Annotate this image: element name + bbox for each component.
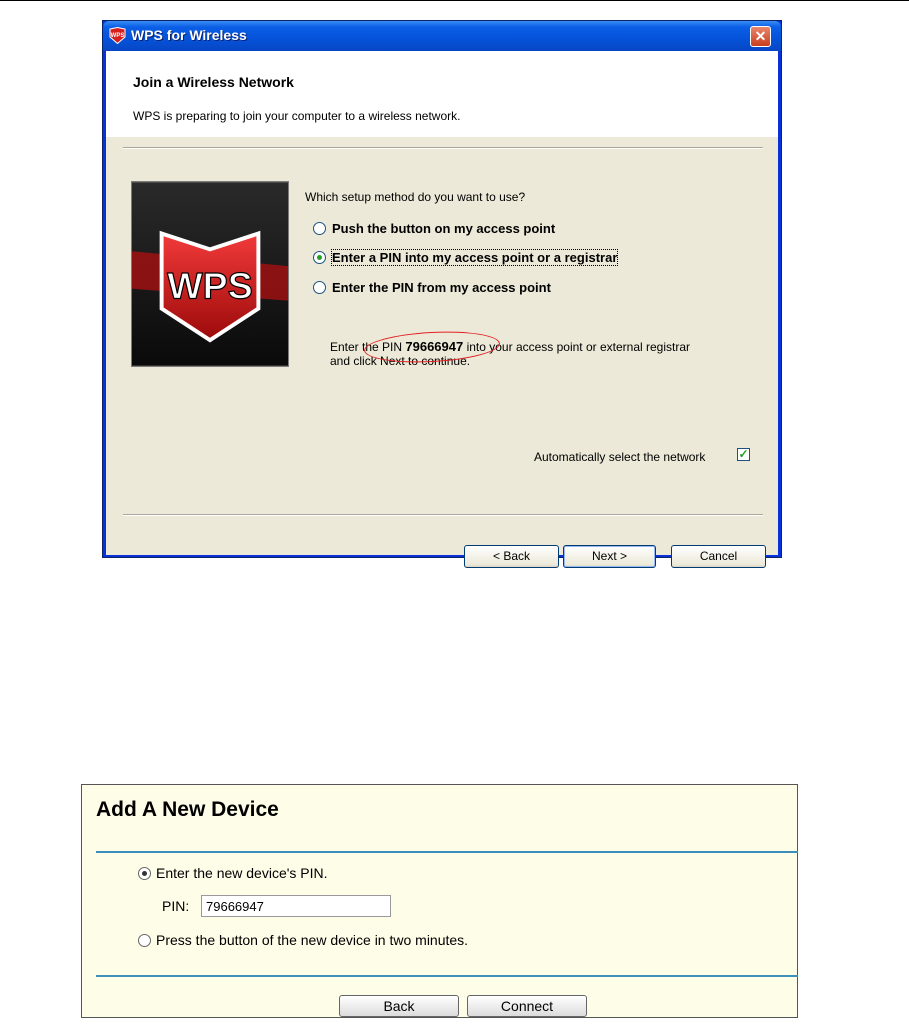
wps-window-title: WPS for Wireless bbox=[131, 27, 247, 43]
radio-push-device[interactable] bbox=[138, 934, 151, 947]
auto-select-label: Automatically select the network bbox=[534, 450, 706, 464]
wps-logo-text: WPS bbox=[167, 264, 253, 307]
next-button[interactable]: Next > bbox=[563, 545, 656, 568]
wps-titlebar[interactable] bbox=[103, 21, 781, 51]
radio-enter-pin[interactable] bbox=[313, 251, 326, 264]
auto-select-checkbox[interactable]: ✓ bbox=[738, 447, 749, 461]
header-divider bbox=[123, 147, 763, 149]
wps-subtext: WPS is preparing to join your computer to a wireless network. bbox=[133, 109, 461, 123]
pin-field-label: PIN: bbox=[162, 898, 190, 914]
pin-prefix: Enter the PIN bbox=[330, 340, 403, 354]
cancel-button[interactable]: Cancel bbox=[671, 545, 766, 568]
option-device-pin-label: Enter the new device's PIN. bbox=[156, 865, 328, 881]
pin-value: 79666947 bbox=[405, 339, 464, 354]
option-push-device-label: Press the button of the new device in two minutes. bbox=[156, 932, 469, 948]
panel-top-rule bbox=[96, 851, 798, 853]
wps-dialog-body bbox=[106, 51, 778, 563]
wps-header-area bbox=[106, 51, 778, 137]
option-push-device[interactable] bbox=[138, 932, 468, 948]
page-top-rule bbox=[0, 0, 909, 1]
option-device-pin[interactable] bbox=[138, 865, 328, 881]
svg-text:WPS: WPS bbox=[110, 33, 125, 39]
wps-heading: Join a Wireless Network bbox=[133, 74, 294, 90]
panel-bottom-rule bbox=[96, 975, 798, 977]
wps-logo-image bbox=[131, 181, 289, 367]
close-icon[interactable]: ✕ bbox=[750, 26, 771, 47]
footer-divider bbox=[123, 514, 763, 516]
device-back-button[interactable]: Back bbox=[339, 995, 459, 1017]
add-device-panel bbox=[81, 784, 798, 1018]
connect-button[interactable]: Connect bbox=[467, 995, 587, 1017]
option-pin-from-ap-label: Enter the PIN from my access point bbox=[332, 280, 551, 295]
setup-method-question: Which setup method do you want to use? bbox=[305, 190, 526, 204]
option-enter-pin[interactable] bbox=[313, 250, 617, 265]
option-pin-from-ap[interactable] bbox=[313, 280, 551, 295]
back-button[interactable]: < Back bbox=[464, 545, 559, 568]
radio-push-button[interactable] bbox=[313, 222, 326, 235]
wps-dialog-window bbox=[102, 20, 782, 563]
option-enter-pin-label: Enter a PIN into my access point or a registrar bbox=[332, 250, 618, 265]
option-push-button-label: Push the button on my access point bbox=[332, 221, 556, 236]
radio-pin-from-ap[interactable] bbox=[313, 281, 326, 294]
radio-device-pin[interactable] bbox=[138, 867, 151, 880]
device-pin-input[interactable] bbox=[201, 895, 391, 917]
add-device-title: Add A New Device bbox=[96, 798, 279, 821]
pin-line2: and click Next to continue. bbox=[330, 354, 471, 368]
pin-suffix: into your access point or external registrar bbox=[466, 340, 691, 354]
option-push-button[interactable] bbox=[313, 221, 555, 236]
wps-app-icon bbox=[109, 27, 126, 44]
